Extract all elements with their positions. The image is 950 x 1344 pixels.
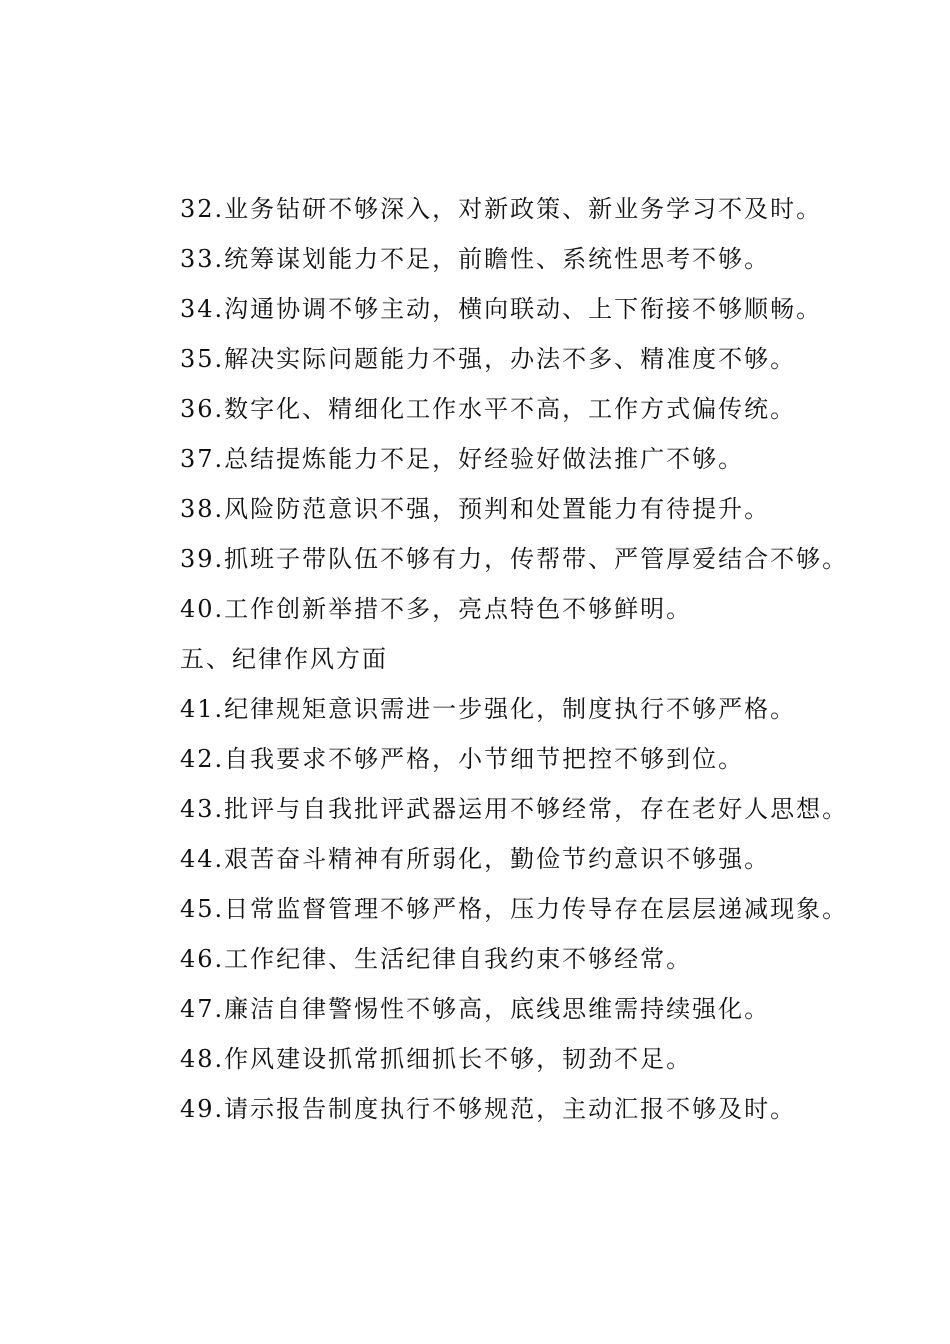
list-item-43: 43.批评与自我批评武器运用不够经常，存在老好人思想。 (180, 795, 849, 823)
section-heading: 五、纪律作风方面 (180, 645, 388, 673)
list-item-36: 36.数字化、精细化工作水平不高，工作方式偏传统。 (180, 395, 797, 423)
list-item-42: 42.自我要求不够严格，小节细节把控不够到位。 (180, 745, 745, 773)
list-item-44: 44.艰苦奋斗精神有所弱化，勤俭节约意识不够强。 (180, 845, 771, 873)
list-item-37: 37.总结提炼能力不足，好经验好做法推广不够。 (180, 445, 745, 473)
list-item-33: 33.统筹谋划能力不足，前瞻性、系统性思考不够。 (180, 245, 771, 273)
list-item-41: 41.纪律规矩意识需进一步强化，制度执行不够严格。 (180, 695, 797, 723)
list-item-40: 40.工作创新举措不多，亮点特色不够鲜明。 (180, 595, 693, 623)
list-item-45: 45.日常监督管理不够严格，压力传导存在层层递减现象。 (180, 895, 849, 923)
list-item-32: 32.业务钻研不够深入，对新政策、新业务学习不及时。 (180, 195, 823, 223)
list-item-35: 35.解决实际问题能力不强，办法不多、精准度不够。 (180, 345, 797, 373)
list-item-46: 46.工作纪律、生活纪律自我约束不够经常。 (180, 945, 693, 973)
document-body (180, 184, 880, 1134)
list-item-38: 38.风险防范意识不强，预判和处置能力有待提升。 (180, 495, 771, 523)
list-item-49: 49.请示报告制度执行不够规范，主动汇报不够及时。 (180, 1095, 797, 1123)
list-item-34: 34.沟通协调不够主动，横向联动、上下衔接不够顺畅。 (180, 295, 823, 323)
list-item-47: 47.廉洁自律警惕性不够高，底线思维需持续强化。 (180, 995, 771, 1023)
list-item-48: 48.作风建设抓常抓细抓长不够，韧劲不足。 (180, 1045, 693, 1073)
list-item-39: 39.抓班子带队伍不够有力，传帮带、严管厚爱结合不够。 (180, 545, 849, 573)
